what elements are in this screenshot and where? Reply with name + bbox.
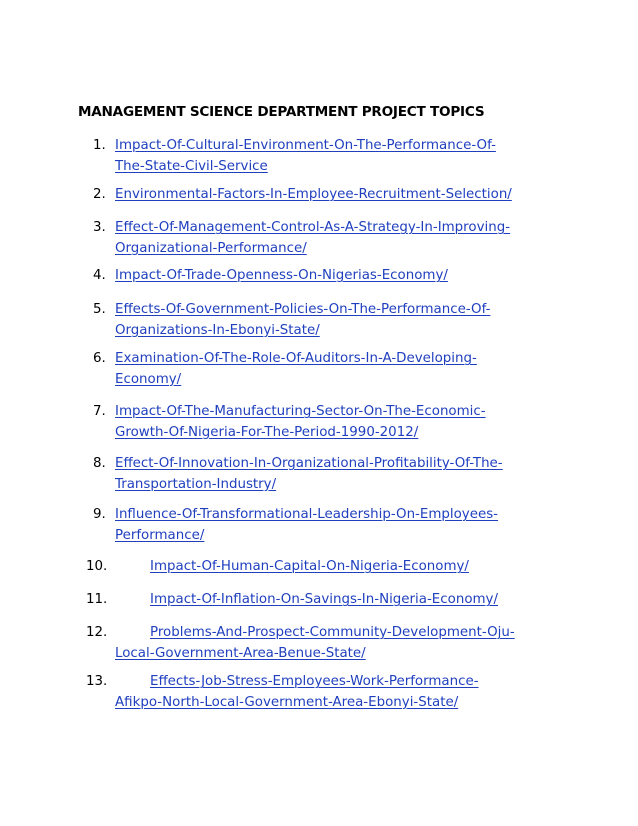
topic-link-line-2: The-State-Civil-Service bbox=[115, 158, 268, 174]
topic-link-line-2: Transportation-Industry/ bbox=[115, 476, 277, 492]
item-number: 3. bbox=[93, 220, 106, 235]
topic-link-line-1: Effect-Of-Innovation-In-Organizational-Profitability-Of-The- bbox=[115, 456, 503, 471]
topic-link-line-1: Environmental-Factors-In-Employee-Recruitment-Selection/ bbox=[115, 187, 512, 202]
topic-link-line-1: Impact-Of-The-Manufacturing-Sector-On-The-Economic- bbox=[115, 404, 486, 419]
topic-link-line-1: Examination-Of-The-Role-Of-Auditors-In-A-Developing- bbox=[115, 351, 477, 366]
topic-link[interactable] bbox=[115, 185, 575, 206]
topic-link[interactable] bbox=[115, 300, 575, 341]
topic-link-line-2: Growth-Of-Nigeria-For-The-Period-1990-2012/ bbox=[115, 424, 419, 440]
item-number: 11. bbox=[86, 592, 108, 607]
topic-link-line-1: Impact-Of-Inflation-On-Savings-In-Nigeria-Economy/ bbox=[150, 592, 498, 607]
topic-link-line-1: Problems-And-Prospect-Community-Development-Oju- bbox=[150, 625, 515, 640]
item-number: 8. bbox=[93, 456, 106, 471]
topic-link-line-1: Impact-Of-Human-Capital-On-Nigeria-Economy/ bbox=[150, 559, 469, 574]
topic-link[interactable] bbox=[115, 557, 575, 578]
topic-link-line-1: Impact-Of-Trade-Openness-On-Nigerias-Economy/ bbox=[115, 268, 448, 283]
topic-link-line-1: Effects-Job-Stress-Employees-Work-Performance- bbox=[150, 674, 479, 689]
topic-link-line-1: Effect-Of-Management-Control-As-A-Strategy-In-Improving- bbox=[115, 220, 511, 235]
item-number: 1. bbox=[93, 138, 106, 153]
topic-link[interactable] bbox=[115, 623, 575, 664]
topic-link[interactable] bbox=[115, 402, 575, 443]
item-number: 4. bbox=[93, 268, 106, 283]
topic-link-line-2: Local-Government-Area-Benue-State/ bbox=[115, 645, 366, 661]
topic-link[interactable] bbox=[115, 218, 575, 259]
item-number: 10. bbox=[86, 559, 108, 574]
topic-link[interactable] bbox=[115, 349, 575, 390]
document-title: MANAGEMENT SCIENCE DEPARTMENT PROJECT TOPICS bbox=[78, 104, 485, 120]
topic-link-line-1: Influence-Of-Transformational-Leadership-On-Employees- bbox=[115, 507, 499, 522]
item-number: 12. bbox=[86, 625, 108, 640]
topic-link-line-1: Impact-Of-Cultural-Environment-On-The-Performance-Of- bbox=[115, 138, 496, 153]
topic-link[interactable] bbox=[115, 672, 575, 713]
topic-link-line-2: Performance/ bbox=[115, 527, 205, 543]
item-number: 13. bbox=[86, 674, 108, 689]
topic-link[interactable] bbox=[115, 505, 575, 546]
topic-link-line-2: Afikpo-North-Local-Government-Area-Ebonyi-State/ bbox=[115, 694, 459, 710]
topic-link-line-2: Economy/ bbox=[115, 371, 182, 387]
topic-link-line-2: Organizations-In-Ebonyi-State/ bbox=[115, 322, 320, 338]
topic-link-line-1: Effects-Of-Government-Policies-On-The-Performance-Of- bbox=[115, 302, 491, 317]
topic-link-line-2: Organizational-Performance/ bbox=[115, 240, 307, 256]
topic-link[interactable] bbox=[115, 590, 575, 611]
topic-link[interactable] bbox=[115, 454, 575, 495]
topic-link[interactable] bbox=[115, 266, 575, 287]
item-number: 5. bbox=[93, 302, 106, 317]
item-number: 6. bbox=[93, 351, 106, 366]
topic-link[interactable] bbox=[115, 136, 575, 177]
item-number: 7. bbox=[93, 404, 106, 419]
item-number: 2. bbox=[93, 187, 106, 202]
item-number: 9. bbox=[93, 507, 106, 522]
